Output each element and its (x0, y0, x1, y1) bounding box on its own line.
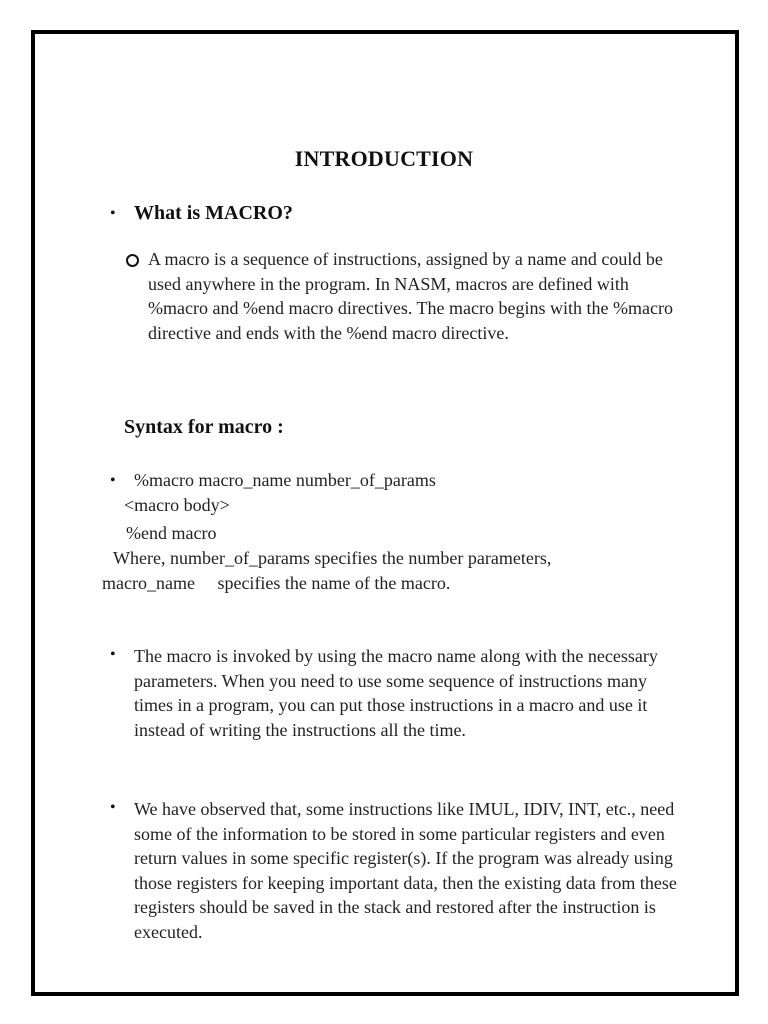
macro-invocation-paragraph: The macro is invoked by using the macro name along with the necessary parameters. When you need to use some sequence of instructions many times in a program, you can put those instructions in a macro and use it instead of writing the instructions all the time. (134, 646, 658, 740)
syntax-line-end: %end macro (126, 523, 217, 543)
what-is-macro-heading: What is MACRO? (134, 202, 293, 224)
syntax-line-macro: %macro macro_name number_of_params (134, 470, 436, 490)
syntax-heading: Syntax for macro : (124, 416, 284, 438)
syntax-line-body: <macro body> (124, 495, 230, 515)
bullet-dot: • (110, 472, 116, 489)
bullet-dot: • (110, 205, 116, 222)
circle-bullet-icon (126, 254, 139, 267)
macro-definition-paragraph: A macro is a sequence of instructions, assigned by a name and could be used anywhere in the program. In NASM, macros are defined with %macro and %end macro directives. The macro begins with the %macro directive and ends with the %end macro directive. (148, 249, 673, 343)
bullet-dot: • (110, 799, 116, 816)
bullet-dot: • (110, 646, 116, 663)
page-title: INTRODUCTION (294, 146, 474, 171)
syntax-where-line: macro_name specifies the name of the macro. (102, 573, 451, 593)
syntax-where-line: Where, number_of_params specifies the number parameters, (113, 548, 552, 568)
registers-paragraph: We have observed that, some instructions like IMUL, IDIV, INT, etc., need some of the information to be stored in some particular registers and even return values in some specific register(s). If the program was already using those registers for keeping important data, then the existing data from these registers should be saved in the stack and restored after the instruction is executed. (134, 799, 677, 942)
